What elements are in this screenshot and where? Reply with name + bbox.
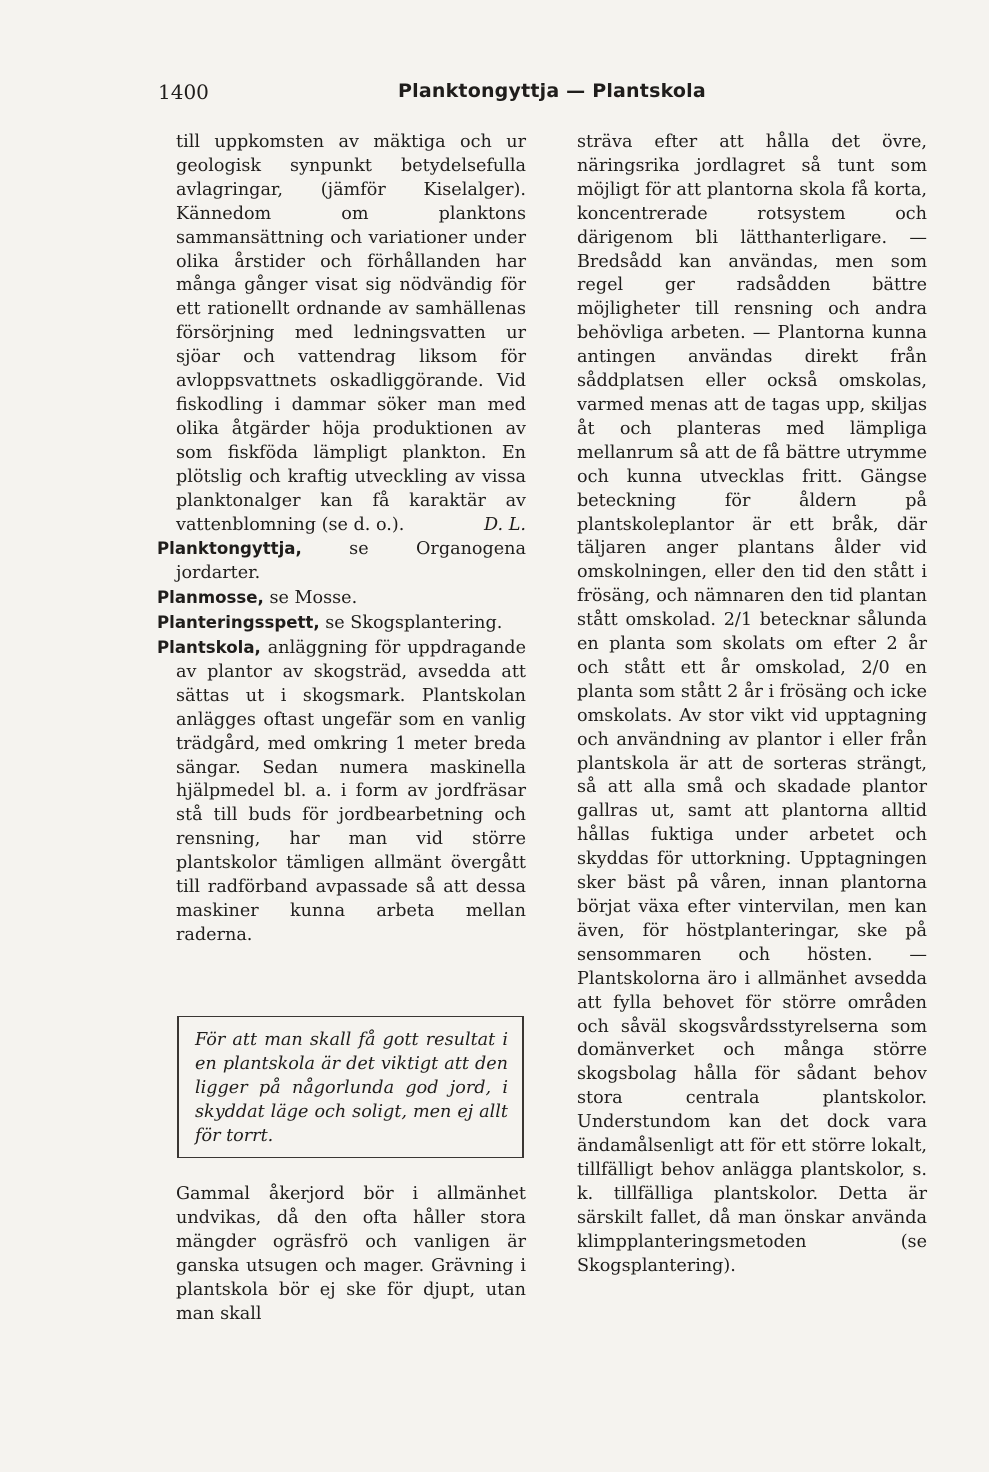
entry-planteringsspett [157,611,526,636]
left-column-continued [176,1183,526,1326]
author-signature: D. L. [484,514,526,535]
entry-planktongyttja [157,537,526,586]
plankton-paragraph [176,131,526,537]
entry-plantskola [157,636,526,948]
right-column [577,131,927,1279]
left-column [157,131,526,948]
page-header [158,80,928,106]
entry-text: se Skogsplantering. [319,613,503,634]
running-title: Planktongyttja — Plantskola [398,80,706,102]
entry-headword: Planktongyttja, [157,539,302,559]
entry-headword: Planmosse, [157,588,264,608]
plankton-paragraph-text: till uppkomsten av mäktiga och ur geologisk synpunkt betydelsefulla avlagringar, (jämför Kiselalger). Kännedom om planktons sammansättning och variationer under olika årstider och förhållanden har många gånger visat sig nödvändig för ett rationellt ordnande av samhällenas försörjning med ledningsvatten ur sjöar och vattendrag liksom för avloppsvattnets oskadliggörande. Vid fiskodling i dammar söker man med olika åtgärder höja produktionen av som fiskföda lämpligt plankton. En plötslig och kraftig utveckling av vissa planktonalger kan få karaktär av vattenblomning (se d. o.). [176,132,526,535]
plantskola-paragraph-right: sträva efter att hålla det övre, näringsrika jordlagret så tunt som möjligt för att plantorna skola få korta, koncentrerade rotsystem och därigenom bli lätthanterligare. — Bredsådd kan användas, men som regel ger radsådden bättre möjligheter till rensning och andra behövliga arbeten. — Plantorna kunna antingen användas direkt från såddplatsen eller också omskolas, varmed menas att de tagas upp, skiljas åt och planteras med lämpliga mellanrum så att de få bättre utrymme och kunna utvecklas fritt. Gängse beteckning för åldern på plantskoleplantor är ett bråk, där täljaren anger plantans ålder vid omskolningen, eller den tid den stått i frösäng, och nämnaren den tid plantan stått omskolad. 2/1 betecknar sålunda en planta som skolats om efter 2 år och stått ett år omskolad, 2/0 en planta som stått 2 år i frösäng och icke omskolats. Av stor vikt vid upptagning och användning av plantor i eller från plantskola är att de sorteras strängt, så att alla små och skadade plantor gallras ut, samt att plantorna alltid hållas fuktiga under arbetet och skyddas för uttorkning. Upptagningen sker bäst på våren, innan plantorna börjat växa efter vintervilan, men kan även, för höstplanteringar, ske på sensommaren och hösten. — Plantskolorna äro i allmänhet avsedda att fylla behovet för större områden och såväl skogsvårdsstyrelserna som domänverket och många större skogsbolag hålla för sådant behov stora centrala plantskolor. Understundom kan det dock vara ändamålsenligt att för ett större lokalt, tillfälligt behov anlägga plantskolor, s. k. tillfälliga plantskolor. Detta är särskilt fallet, då man önskar använda klimpplanteringsmetoden (se Skogsplantering). [577,132,927,1276]
entry-headword: Plantskola, [157,638,261,658]
entry-text: anläggning för uppdragande av plantor av skogsträd, avsedda att sättas ut i skogsmark. Plantskolan anlägges oftast ungefär som en vanlig trädgård, med omkring 1 meter breda sängar. Sedan numera maskinella hjälpmedel bl. a. i form av jordfräsar stå till buds för jordbearbetning och rensning, har man vid större plantskolor tämligen allmänt övergått till radförband avpassade så att dessa maskiner kunna arbeta mellan raderna. [176,638,526,945]
entry-planmosse [157,586,526,611]
entry-text: se Mosse. [263,588,358,609]
callout-text: För att man skall få gott resultat i en plantskola är det viktigt att den ligger på någorlunda god jord, i skyddat läge och soligt, men ej allt för torrt. [195,1030,508,1146]
entry-headword: Planteringsspett, [157,613,320,633]
entry-text: se Organogena jordarter. [176,539,526,584]
plantskola-paragraph-continued: Gammal åkerjord bör i allmänhet undvikas, då den ofta håller stora mängder ogräsfrö och vanligen är ganska utsugen och mager. Grävning i plantskola bör ej ske för djupt, utan man skall [176,1184,526,1324]
callout-box [177,1016,524,1158]
page-number: 1400 [158,80,209,104]
